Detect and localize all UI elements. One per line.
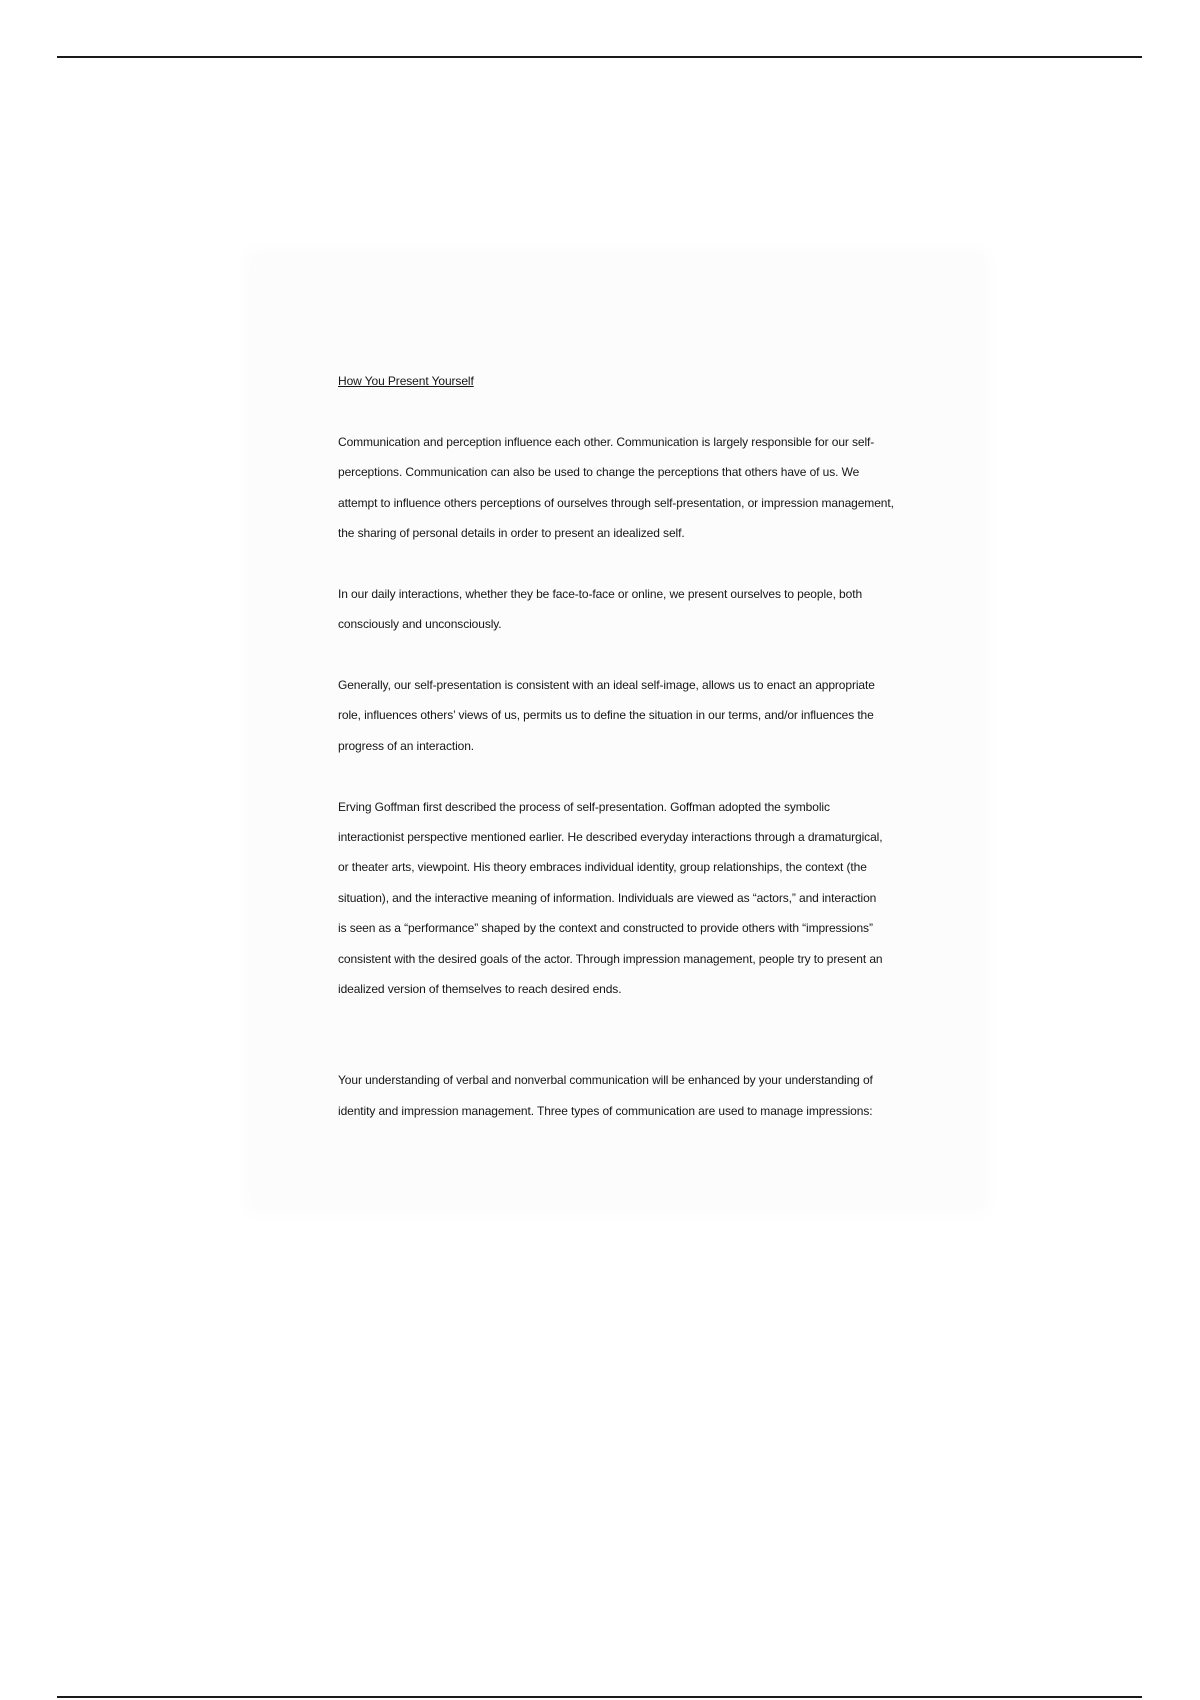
text-line: In our daily interactions, whether they be face-to-face or online, we present ourselves to people, both [338,586,863,601]
text-line: the sharing of personal details in order to present an idealized self. [338,526,685,541]
paragraph-5 [338,1065,978,1126]
spacer [338,640,978,670]
text-line: perceptions. Communication can also be used to change the perceptions that others have of us. We [338,465,860,480]
text-line: Generally, our self-presentation is consistent with an ideal self-image, allows us to enact an appropriate [338,678,875,693]
spacer [338,761,978,791]
paragraph-3 [338,670,978,761]
paragraph-2 [338,579,978,640]
top-rule [57,56,1142,58]
text-line: Erving Goffman first described the process of self-presentation. Goffman adopted the symbolic [338,799,830,814]
document-body [338,366,978,1126]
spacer [338,548,978,578]
spacer [338,1004,978,1065]
document-title: How You Present Yourself [338,374,474,388]
text-line: identity and impression management. Three types of communication are used to manage impressions: [338,1103,873,1118]
spacer [338,396,978,426]
paragraph-1 [338,427,978,549]
text-line: consciously and unconsciously. [338,617,502,632]
text-line: situation), and the interactive meaning of information. Individuals are viewed as “actors,” and interaction [338,890,877,905]
paragraph-4 [338,792,978,1005]
text-line: role, influences others’ views of us, permits us to define the situation in our terms, and/or influences the [338,708,874,723]
text-line: interactionist perspective mentioned earlier. He described everyday interactions through a dramaturgical, [338,830,883,845]
text-line: consistent with the desired goals of the actor. Through impression management, people try to present an [338,951,883,966]
text-line: Communication and perception influence each other. Communication is largely responsible for our self- [338,434,875,449]
text-line: or theater arts, viewpoint. His theory embraces individual identity, group relationships, the context (the [338,860,867,875]
text-line: idealized version of themselves to reach desired ends. [338,982,622,997]
bottom-rule [57,1696,1142,1698]
text-line: progress of an interaction. [338,738,475,753]
text-line: is seen as a “performance” shaped by the context and constructed to provide others with “impressions” [338,921,873,936]
text-line: Your understanding of verbal and nonverbal communication will be enhanced by your understanding of [338,1073,873,1088]
text-line: attempt to influence others perceptions of ourselves through self-presentation, or impression management, [338,495,894,510]
